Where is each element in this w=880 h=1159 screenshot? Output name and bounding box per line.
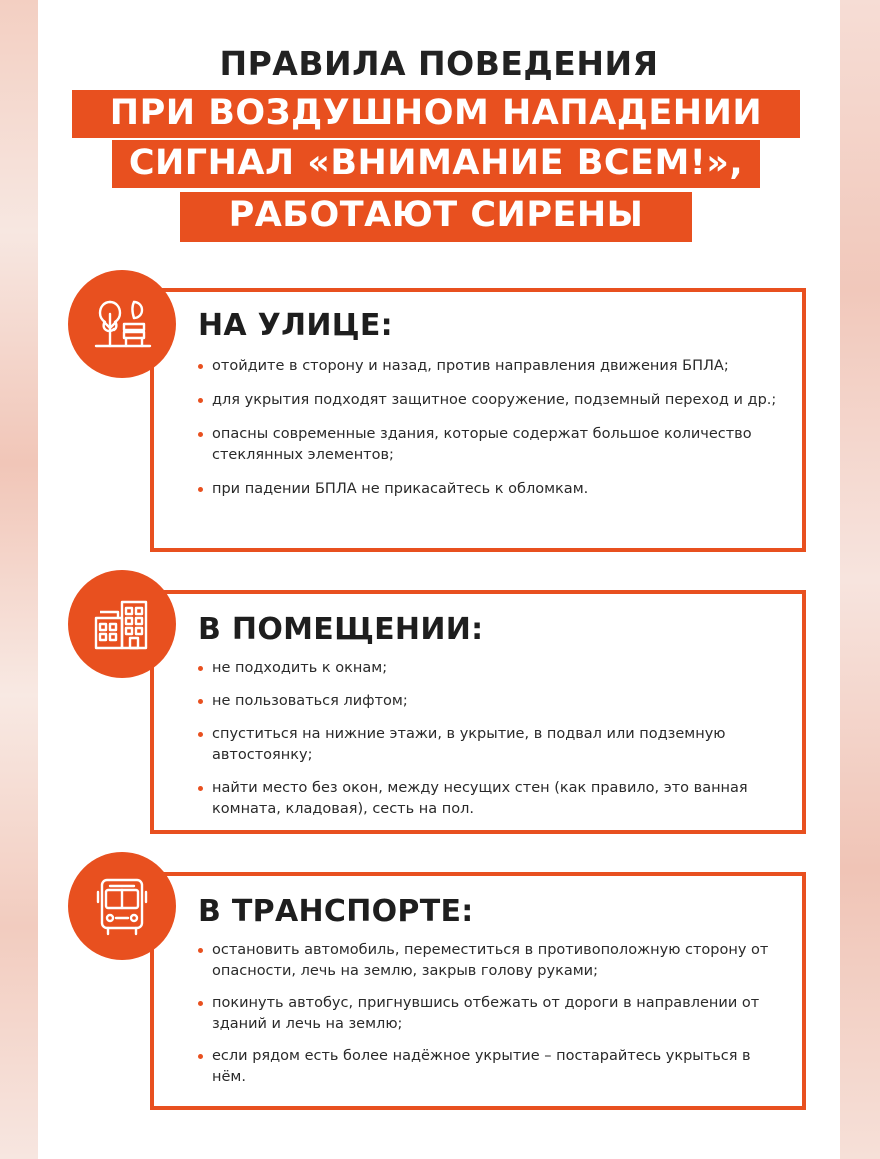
header-band-2: СИГНАЛ «ВНИМАНИЕ ВСЕМ!», — [112, 140, 760, 188]
list-item: не подходить к окнам; — [198, 658, 784, 679]
section-list — [198, 356, 784, 513]
header-band-1: ПРИ ВОЗДУШНОМ НАПАДЕНИИ — [72, 90, 800, 138]
buildings-icon — [68, 570, 176, 678]
list-item: найти место без окон, между несущих стен (как правило, это ванная комната, кладовая), сесть на пол. — [198, 778, 784, 820]
poster-title: ПРАВИЛА ПОВЕДЕНИЯ — [219, 44, 659, 83]
section-title: В ТРАНСПОРТЕ: — [198, 894, 474, 929]
list-item: при падении БПЛА не прикасайтесь к обломкам. — [198, 479, 784, 500]
section-list — [198, 940, 784, 1099]
background-blur-right — [838, 0, 880, 1159]
section-transport — [150, 872, 806, 1110]
tree-bench-icon — [68, 270, 176, 378]
section-list — [198, 658, 784, 832]
section-title: НА УЛИЦЕ: — [198, 308, 393, 343]
list-item: отойдите в сторону и назад, против направления движения БПЛА; — [198, 356, 784, 377]
list-item: опасны современные здания, которые содержат большое количество стеклянных элементов; — [198, 424, 784, 466]
list-item: спуститься на нижние этажи, в укрытие, в подвал или подземную автостоянку; — [198, 724, 784, 766]
list-item: не пользоваться лифтом; — [198, 691, 784, 712]
section-street — [150, 288, 806, 552]
list-item: покинуть автобус, пригнувшись отбежать от дороги в направлении от зданий и лечь на землю; — [198, 993, 784, 1035]
section-indoors — [150, 590, 806, 834]
list-item: остановить автомобиль, переместиться в противоположную сторону от опасности, лечь на землю, закрыв голову руками; — [198, 940, 784, 982]
list-item: для укрытия подходят защитное сооружение, подземный переход и др.; — [198, 390, 784, 411]
section-title: В ПОМЕЩЕНИИ: — [198, 612, 484, 647]
background-blur-left — [0, 0, 40, 1159]
poster — [38, 0, 840, 1159]
list-item: если рядом есть более надёжное укрытие – постарайтесь укрыться в нём. — [198, 1046, 784, 1088]
header-band-3: РАБОТАЮТ СИРЕНЫ — [180, 192, 692, 242]
bus-icon — [68, 852, 176, 960]
